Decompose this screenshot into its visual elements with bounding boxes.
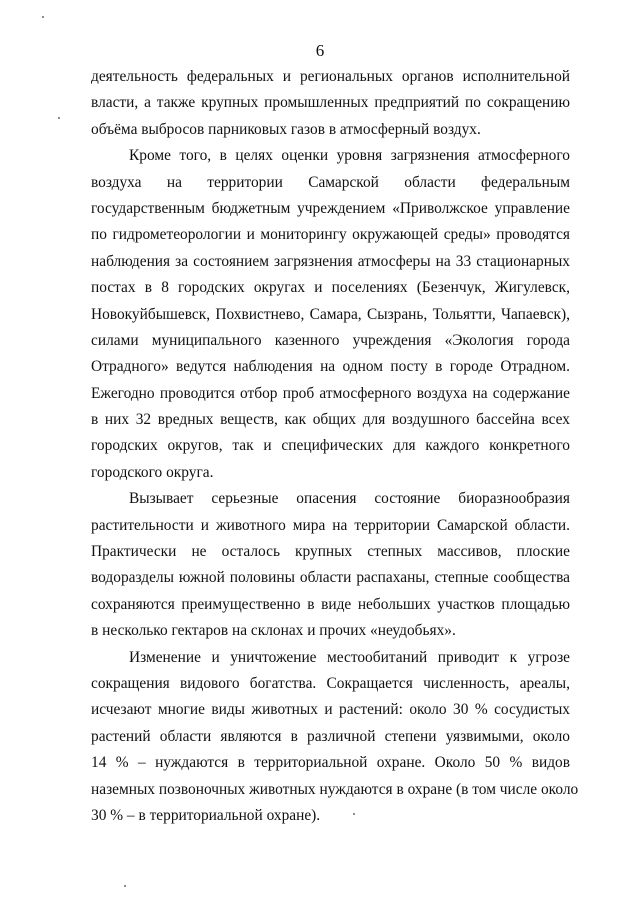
text-line: по гидрометеорологии и мониторингу окружающей среды» проводятся [91,226,570,244]
text-line: водоразделы южной половины области распаханы, степные сообщества [91,569,570,587]
text-line: городского округа. [91,463,214,481]
text-line: объёма выбросов парниковых газов в атмосферный воздух. [91,120,481,138]
text-line: 14 % – нуждаются в территориальной охране. Около 50 % видов [91,754,570,772]
text-line: воздуха на территории Самарской области федеральным [91,173,570,191]
scan-speck [42,16,44,18]
text-line: сокращения видового богатства. Сокращается численность, ареалы, [91,674,570,692]
text-line: Вызывает серьезные опасения состояние биоразнообразия [129,490,570,508]
scan-speck [58,117,60,119]
text-line: власти, а также крупных промышленных предприятий по сокращению [91,94,570,112]
text-line: Ежегодно проводится отбор проб атмосферного воздуха на содержание [91,384,570,402]
paragraph [91,143,570,486]
text-line: постах в 8 городских округах и поселениях (Безенчук, Жигулевск, [91,279,570,297]
text-line: Кроме того, в целях оценки уровня загрязнения атмосферного [129,147,570,165]
text-line: 30 % – в территориальной охране). [91,806,321,824]
scan-speck [124,885,126,887]
text-line: силами муниципального казенного учреждения «Экология города [91,331,570,349]
text-line: в них 32 вредных веществ, как общих для воздушного бассейна всех [91,411,570,429]
page-number: 6 [315,41,325,60]
text-line: в несколько гектаров на склонах и прочих «неудобьях». [91,622,456,640]
text-line: исчезают многие виды животных и растений: около 30 % сосудистых [91,701,570,719]
text-line: Новокуйбышевск, Похвистнево, Самара, Сызрань, Тольятти, Чапаевск), [91,305,570,323]
text-line: растительности и животного мира на территории Самарской области. [91,516,570,534]
text-line: государственным бюджетным учреждением «Приволжское управление [91,199,570,217]
text-line: Отрадного» ведутся наблюдения на одном посту в городе Отрадном. [91,358,570,376]
text-line: Изменение и уничтожение местообитаний приводит к угрозе [129,648,570,666]
scan-speck [353,813,355,815]
text-line: наблюдения за состоянием загрязнения атмосферы на 33 стационарных [91,252,570,270]
text-line: наземных позвоночных животных нуждаются в охране (в том числе около [91,780,579,798]
text-line: деятельность федеральных и региональных органов исполнительной [91,68,570,85]
paragraph [91,486,570,644]
text-line: Практически не осталось крупных степных массивов, плоские [91,543,570,561]
text-line: растений области являются в различной степени уязвимыми, около [91,727,570,745]
paragraph [91,64,570,143]
paragraph [91,645,579,830]
text-line: сохраняются преимущественно в виде небольших участков площадью [91,595,570,613]
text-line: городских округов, так и специфических для каждого конкретного [91,437,570,455]
document-body [91,64,579,829]
